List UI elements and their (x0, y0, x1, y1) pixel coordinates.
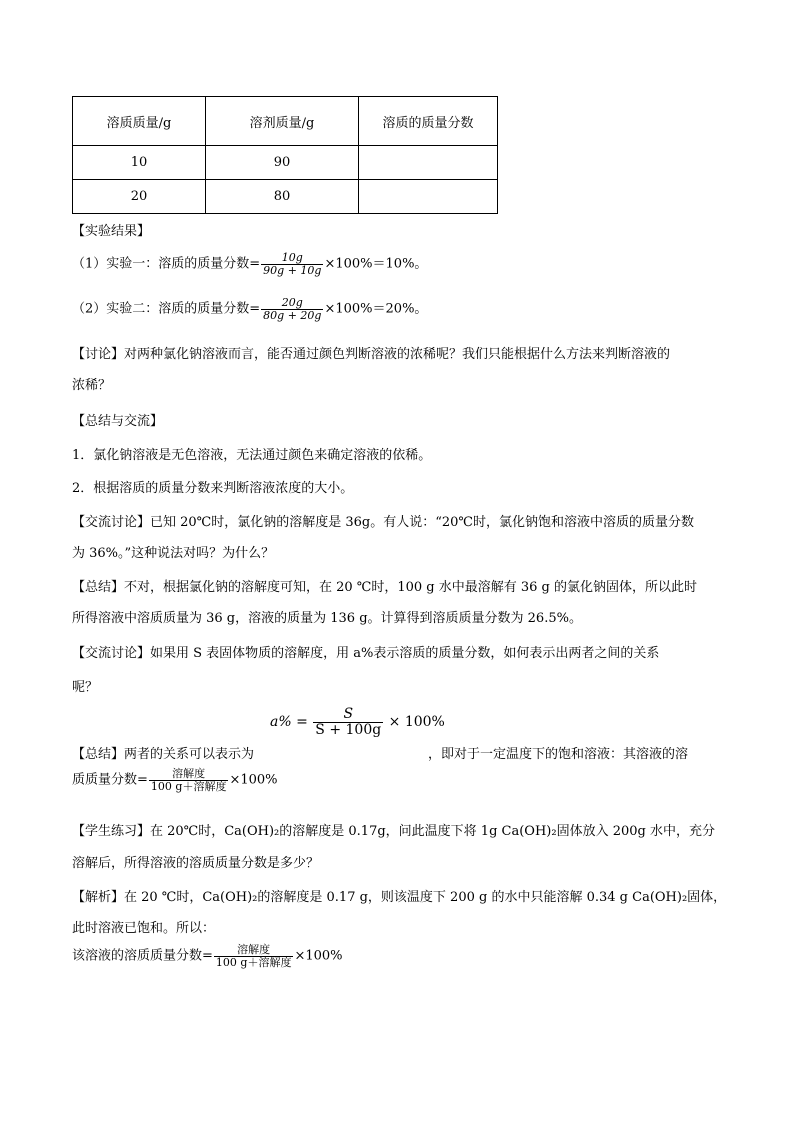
table-cell (359, 146, 498, 180)
exp1-fraction (261, 252, 323, 276)
conclusion2-denominator: 100 g＋溶解度 (150, 779, 227, 793)
exp2-prefix: （2）实验二：溶质的质量分数= (72, 301, 261, 317)
table-cell: 10 (73, 146, 206, 180)
analysis-line-2: 此时溶液已饱和。所以： (72, 921, 216, 936)
analysis-denominator: 100 g＋溶解度 (215, 955, 292, 969)
table-cell: 80 (206, 180, 359, 214)
conclusion2-fraction (149, 768, 229, 792)
conclusion1-line-1: 【总结】不对，根据氯化钠的溶解度可知，在 20 ℃时，100 g 水中最溶解有 36 g 的氯化钠固体，所以此时 (72, 580, 698, 595)
relationship-formula (270, 707, 445, 737)
results-heading: 【实验结果】 (72, 224, 151, 239)
exp1-numerator: 10g (261, 252, 323, 265)
table-header-row (73, 97, 498, 146)
conclusion1-line-2: 所得溶液中溶质质量为 36 g，溶液的质量为 136 g。计算得到溶质质量分数为 26.5%。 (72, 611, 582, 626)
exp1-prefix: （1）实验一：溶质的质量分数= (72, 256, 261, 272)
exchange1-line-1: 【交流讨论】已知 20℃时，氯化钠的溶解度是 36g。有人说：“20℃时，氯化钠饱和溶液中溶质的质量分数 (72, 515, 694, 530)
exchange2-line-1: 【交流讨论】如果用 S 表固体物质的溶解度，用 a%表示溶质的质量分数，如何表示出两者之间的关系 (72, 646, 660, 661)
practice-line-2: 溶解后，所得溶液的溶质质量分数是多少？ (72, 856, 320, 871)
analysis-fraction (214, 944, 294, 968)
formula-denominator: S + 100g (315, 721, 382, 738)
practice-line-1: 【学生练习】在 20℃时，Ca(OH)₂的溶解度是 0.17g，问此温度下将 1g Ca(OH)₂固体放入 200g 水中，充分 (72, 824, 715, 839)
exp2-denominator: 80g + 20g (263, 308, 322, 322)
conclusion2-numerator: 溶解度 (149, 768, 229, 781)
discussion-line-1: 【讨论】对两种氯化钠溶液而言，能否通过颜色判断溶液的浓稀呢？我们只能根据什么方法来判断溶液的 (72, 347, 671, 362)
conclusion2-suffix: ，即对于一定温度下的饱和溶液：其溶液的溶 (428, 747, 689, 762)
analysis-line3-prefix: 该溶液的溶质质量分数= (72, 948, 213, 964)
exp2-fraction (261, 297, 323, 321)
exp2-numerator: 20g (261, 297, 323, 310)
exp1-denominator: 90g + 10g (263, 263, 322, 277)
data-table (72, 96, 498, 214)
table-cell: 90 (206, 146, 359, 180)
exp1-suffix: ×100%＝10%。 (324, 256, 428, 272)
exp2-formula (72, 297, 427, 321)
table-cell: 20 (73, 180, 206, 214)
conclusion2-prefix: 【总结】两者的关系可以表示为 (72, 747, 255, 762)
summary-item-2: 2．根据溶质的质量分数来判断溶液浓度的大小。 (72, 481, 354, 496)
exp2-suffix: ×100%＝20%。 (324, 301, 428, 317)
conclusion2-line-2 (72, 768, 278, 792)
conclusion2-line2-suffix: ×100% (229, 772, 278, 788)
summary-item-1: 1．氯化钠溶液是无色溶液，无法通过颜色来确定溶液的依稀。 (72, 448, 432, 463)
analysis-numerator: 溶解度 (214, 944, 294, 957)
summary-heading: 【总结与交流】 (72, 414, 164, 429)
analysis-line-3 (72, 944, 343, 968)
table-row (73, 146, 498, 180)
conclusion2-line2-prefix: 质质量分数= (72, 772, 148, 788)
table-header-cell: 溶剂质量/g (206, 97, 359, 146)
formula-suffix: × 100% (388, 714, 445, 731)
analysis-line3-suffix: ×100% (294, 948, 343, 964)
formula-numerator: S (313, 707, 383, 723)
formula-lhs: a% = (270, 714, 308, 731)
analysis-line-1: 【解析】在 20 ℃时，Ca(OH)₂的溶解度是 0.17 g，则该温度下 200 g 的水中只能溶解 0.34 g Ca(OH)₂固体， (72, 890, 727, 905)
exp1-formula (72, 252, 427, 276)
exchange1-line-2: 为 36%。”这种说法对吗？为什么？ (72, 546, 275, 561)
formula-fraction (313, 707, 383, 737)
discussion-line-2: 浓稀？ (72, 378, 112, 393)
table-cell (359, 180, 498, 214)
table-row (73, 180, 498, 214)
table-header-cell: 溶质质量/g (73, 97, 206, 146)
exchange2-line-2: 呢？ (72, 680, 99, 695)
table-header-cell: 溶质的质量分数 (359, 97, 498, 146)
